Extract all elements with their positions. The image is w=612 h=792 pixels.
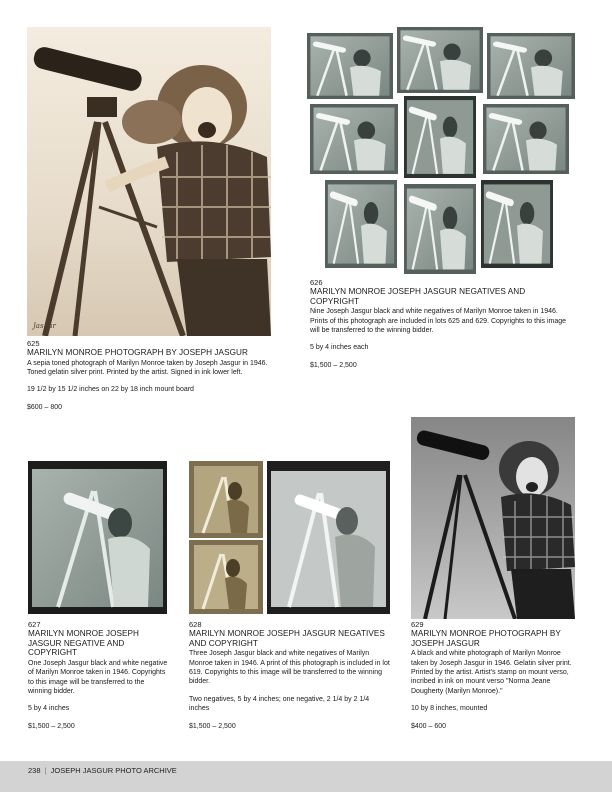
- footer-separator: |: [44, 766, 47, 775]
- lot-description: A sepia toned photograph of Marilyn Monroe taken by Joseph Jasgur in 1946. Toned gelatin silver print. Printed by the artist. Signed in ink lower left.: [27, 359, 268, 376]
- lot-estimate: $1,500 – 2,500: [310, 361, 357, 369]
- photo-lot-629: [411, 417, 575, 619]
- lot-627: [28, 620, 170, 731]
- lot-number: 628: [189, 620, 202, 629]
- negative-6: [483, 104, 569, 174]
- lot-estimate: $600 – 800: [27, 403, 63, 411]
- negative-4: [310, 104, 398, 174]
- lot-number: 627: [28, 620, 41, 629]
- lot-description: One Joseph Jasgur black and white negative of Marilyn Monroe taken in 1946. Copyrights to this image will be transferred to the winning bidder.: [28, 659, 168, 695]
- photo-lot-628-large: [267, 461, 390, 614]
- lot-number: 629: [411, 620, 424, 629]
- lot-title: MARILYN MONROE JOSEPH JASGUR NEGATIVES AND COPYRIGHT: [189, 629, 385, 648]
- lot-dimensions: 19 1/2 by 15 1/2 inches on 22 by 18 inch mount board: [27, 386, 194, 394]
- footer-text: [28, 766, 177, 775]
- photo-lot-627: [28, 461, 167, 614]
- negative-9: [481, 180, 553, 268]
- lot-description: A black and white photograph of Marilyn Monroe taken by Joseph Jasgur in 1946. Gelatin silver print. Printed by the artist. Artist's stamp on mount verso, incribed in ink on mount verso "Norma Jeane Dougherty (Marilyn Monroe).": [411, 650, 572, 695]
- photo-lot-628-small-2: [189, 540, 263, 614]
- lot-dimensions: 5 by 4 inches: [28, 705, 70, 713]
- lot-dimensions: Two negatives, 5 by 4 inches; one negative, 2 1/4 by 2 1/4 inches: [189, 695, 370, 713]
- negative-2: [397, 27, 483, 93]
- page-footer: [0, 761, 612, 792]
- lot-number: 625: [27, 339, 40, 348]
- photo-lot-625: [27, 27, 271, 336]
- lot-estimate: $400 – 600: [411, 722, 447, 730]
- lot-628: [189, 620, 390, 731]
- lot-dimensions: 5 by 4 inches each: [310, 344, 369, 352]
- negative-7: [325, 180, 397, 268]
- lot-estimate: $1,500 – 2,500: [189, 722, 236, 730]
- page-number: 238: [28, 766, 41, 775]
- lot-title: MARILYN MONROE PHOTOGRAPH BY JOSEPH JASGUR: [411, 629, 561, 648]
- lot-dimensions: 10 by 8 inches, mounted: [411, 705, 488, 713]
- lot-number: 626: [310, 278, 323, 287]
- lot-description: Three Joseph Jasgur black and white negatives of Marilyn Monroe taken in 1946. A print of this photograph is included in lot 619. Copyrights to this image will be transferred to the winning bidder.: [189, 650, 390, 686]
- negative-1: [307, 33, 393, 99]
- lot-title: MARILYN MONROE JOSEPH JASGUR NEGATIVE AND COPYRIGHT: [28, 629, 139, 658]
- lot-629: [411, 620, 579, 731]
- lot-title: MARILYN MONROE PHOTOGRAPH BY JOSEPH JASGUR: [27, 348, 248, 357]
- lot-description: Nine Joseph Jasgur black and white negatives of Marilyn Monroe taken in 1946. Prints of this photograph are included in lots 625 and 629. Copyrights to this image will be transferred to the winning bidder.: [310, 308, 567, 334]
- negative-8: [404, 184, 476, 274]
- lot-estimate: $1,500 – 2,500: [28, 722, 75, 730]
- lot-title: MARILYN MONROE JOSEPH JASGUR NEGATIVES AND COPYRIGHT: [310, 287, 526, 306]
- section-title: JOSEPH JASGUR PHOTO ARCHIVE: [50, 766, 177, 775]
- negative-3: [487, 33, 575, 99]
- photo-lot-628-small-1: [189, 461, 263, 538]
- negative-5: [404, 96, 476, 178]
- artist-signature: Jasgur: [33, 322, 56, 330]
- lot-626: [310, 278, 576, 370]
- lot-625: [27, 339, 271, 412]
